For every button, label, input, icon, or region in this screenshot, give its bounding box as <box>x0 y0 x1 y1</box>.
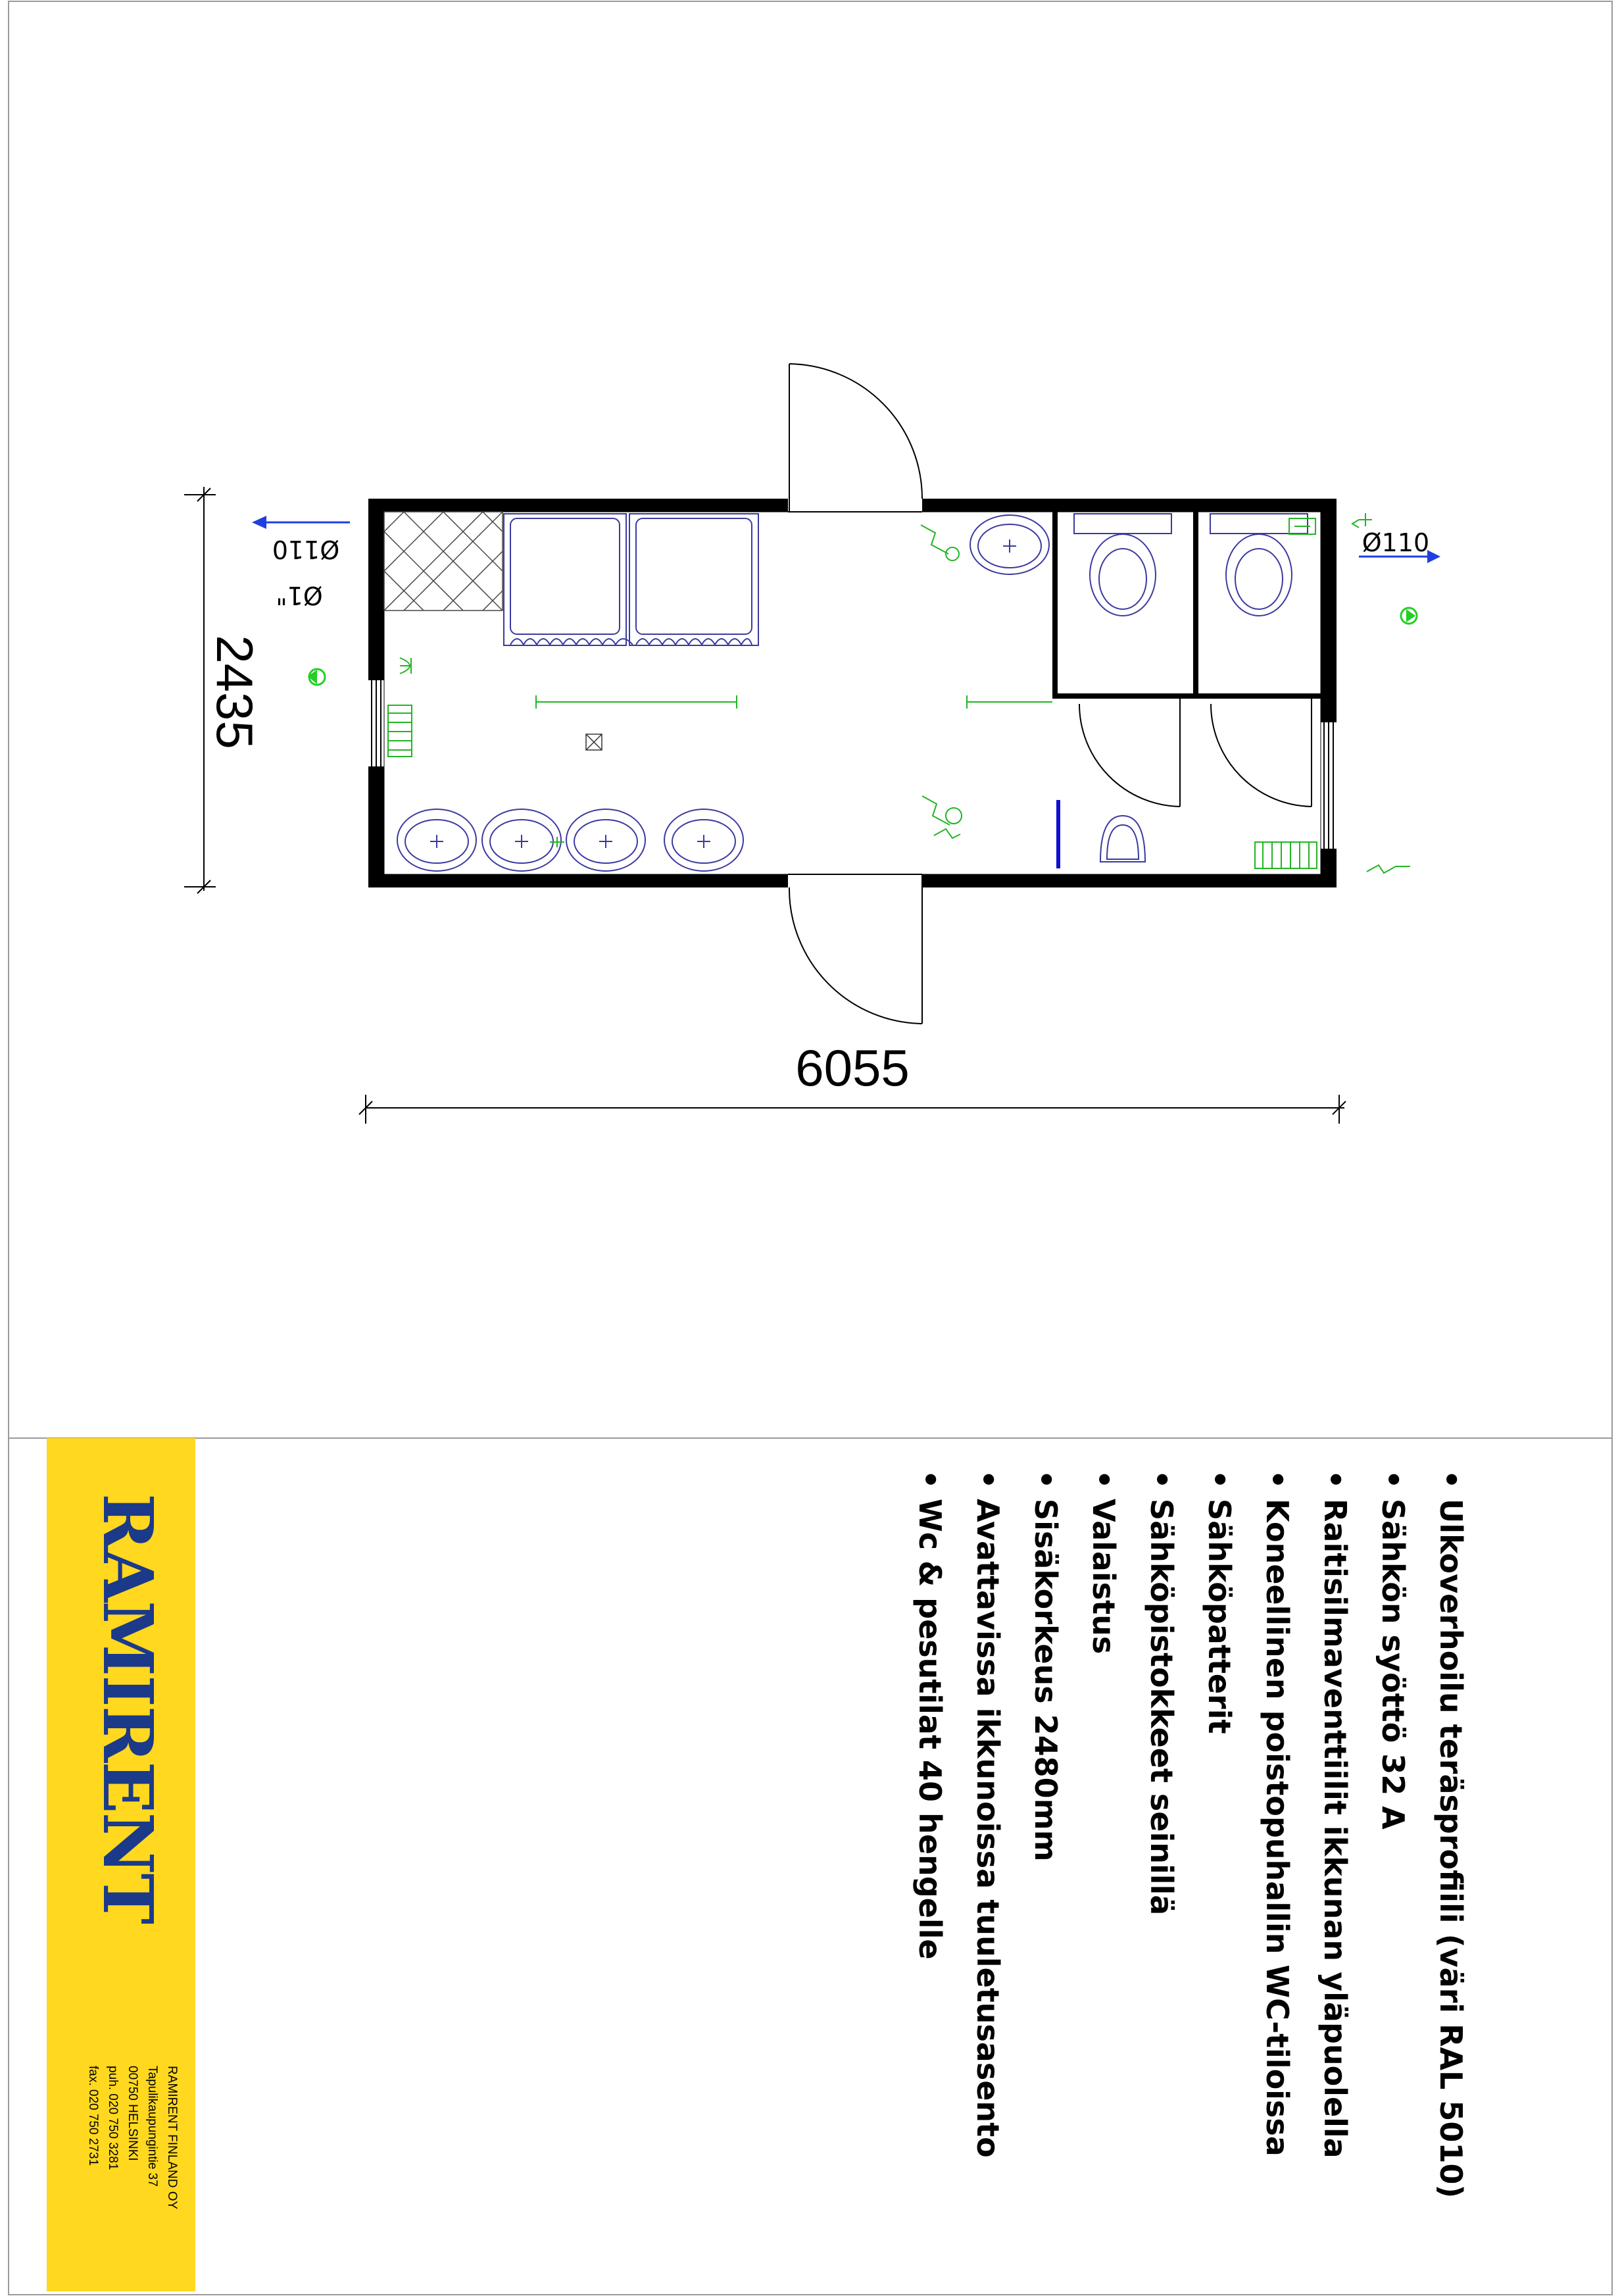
address-line: fax. 020 750 2731 <box>86 2066 100 2166</box>
wall-bottom-left <box>368 874 788 887</box>
feature-text: Avattavissa ikkunoissa tuuletusasento <box>970 1499 1006 2158</box>
feature-item <box>1075 1470 1133 2259</box>
window-right <box>1324 722 1333 849</box>
company-address <box>63 2066 182 2283</box>
features-container <box>912 1470 1480 2259</box>
floor-plan <box>184 364 1440 1124</box>
address-line: Tapulikaupungintie 37 <box>145 2066 159 2187</box>
feature-item <box>901 1470 959 2259</box>
feature-item <box>1306 1470 1364 2259</box>
feature-text: Wc & pesutilat 40 hengelle <box>912 1499 948 1960</box>
bullet-icon: • <box>1144 1470 1179 1489</box>
pipe-label-right: Ø110 <box>1362 528 1430 557</box>
wall-right-top <box>1321 499 1337 722</box>
feature-item <box>1133 1470 1190 2259</box>
bullet-icon: • <box>970 1470 1006 1489</box>
feature-text: Koneellinen poistopuhallin WC-tiloissa <box>1260 1499 1295 2157</box>
dimension-width-line <box>359 1095 1346 1124</box>
feature-item <box>1422 1470 1480 2259</box>
pipe-label-left-2: Ø1" <box>276 581 323 610</box>
dimension-width-label: 6055 <box>795 1039 910 1097</box>
pipe-label-left-1: Ø110 <box>272 535 340 564</box>
socket-icon <box>922 796 962 838</box>
door-swing-icon <box>1079 699 1180 807</box>
wc-wall-left <box>1052 512 1058 697</box>
feature-item <box>959 1470 1017 2259</box>
feature-item <box>1190 1470 1248 2259</box>
door-swing-icon <box>1211 699 1312 807</box>
vent-icon <box>1289 518 1315 534</box>
feature-text: Valaistus <box>1086 1499 1121 1655</box>
urinal-icon <box>1100 816 1145 862</box>
lamp-icon <box>536 695 737 709</box>
feature-item <box>1364 1470 1422 2259</box>
bullet-icon: • <box>1028 1470 1064 1489</box>
wall-left-bottom <box>368 766 384 887</box>
feature-text: Sähköpistokkeet seinillä <box>1144 1499 1179 1916</box>
bullet-icon: • <box>912 1470 948 1489</box>
window-left <box>372 680 381 766</box>
radiator-icon <box>1255 842 1317 868</box>
company-address-container <box>63 2066 182 2283</box>
bullet-icon: • <box>1260 1470 1295 1489</box>
dimension-depth-label: 2435 <box>206 635 264 749</box>
feature-item <box>1017 1470 1075 2259</box>
bullet-icon: • <box>1202 1470 1237 1489</box>
door-swing-icon <box>788 364 922 512</box>
shower-icon <box>384 512 503 611</box>
wall-top-left <box>368 499 788 512</box>
socket-icon <box>1352 513 1372 528</box>
feature-text: Raitisilmaventtiilit ikkunan yläpuolella <box>1317 1499 1353 2159</box>
flow-arrow-icon <box>308 669 325 685</box>
feature-text: Sähkön syöttö 32 A <box>1375 1499 1411 1830</box>
toilet-icon <box>1210 514 1308 616</box>
address-line: puh. 020 750 3281 <box>106 2066 120 2170</box>
feature-item <box>1248 1470 1306 2259</box>
vent-icon <box>586 734 602 750</box>
socket-icon <box>921 525 959 561</box>
socket-icon <box>1367 865 1410 873</box>
bullet-icon: • <box>1375 1470 1411 1489</box>
washbasin-icon <box>482 809 561 871</box>
address-line: 00750 HELSINKI <box>126 2066 139 2161</box>
wall-top-right <box>922 499 1330 512</box>
logo-container <box>87 1493 168 1924</box>
bullet-icon: • <box>1433 1470 1469 1489</box>
washbasin-icon <box>664 809 743 871</box>
washbasin-icon <box>566 809 645 871</box>
feature-text: Sähköpatterit <box>1202 1499 1237 1734</box>
features-list <box>912 1470 1480 2259</box>
wall-right-bottom <box>1321 849 1337 887</box>
flow-arrow-icon <box>1401 608 1417 624</box>
wall-left-top <box>368 499 384 680</box>
socket-icon <box>400 658 411 674</box>
door-swing-icon <box>788 874 922 1024</box>
wc-wall-mid <box>1193 512 1198 697</box>
wall-bottom-right <box>922 874 1330 887</box>
washbasin-icon <box>397 809 476 871</box>
bullet-icon: • <box>1086 1470 1121 1489</box>
washbasin-icon <box>629 514 758 645</box>
feature-text: Ulkoverhoilu teräsprofiili (väri RAL 5010) <box>1433 1499 1469 2199</box>
wc-wall-front <box>1052 693 1330 699</box>
address-line: RAMIRENT FINLAND OY <box>165 2066 179 2210</box>
blue-mark <box>1056 800 1060 868</box>
bullet-icon: • <box>1317 1470 1353 1489</box>
radiator-icon <box>388 705 412 757</box>
feature-text: Sisäkorkeus 2480mm <box>1028 1499 1064 1862</box>
flow-arrow-icon <box>252 516 350 529</box>
washbasin-icon <box>970 515 1049 574</box>
lamp-icon <box>967 695 1052 709</box>
toilet-icon <box>1074 514 1171 616</box>
washbasin-icon <box>504 514 633 645</box>
ramirent-logo: RAMIRENT <box>87 1493 168 1924</box>
